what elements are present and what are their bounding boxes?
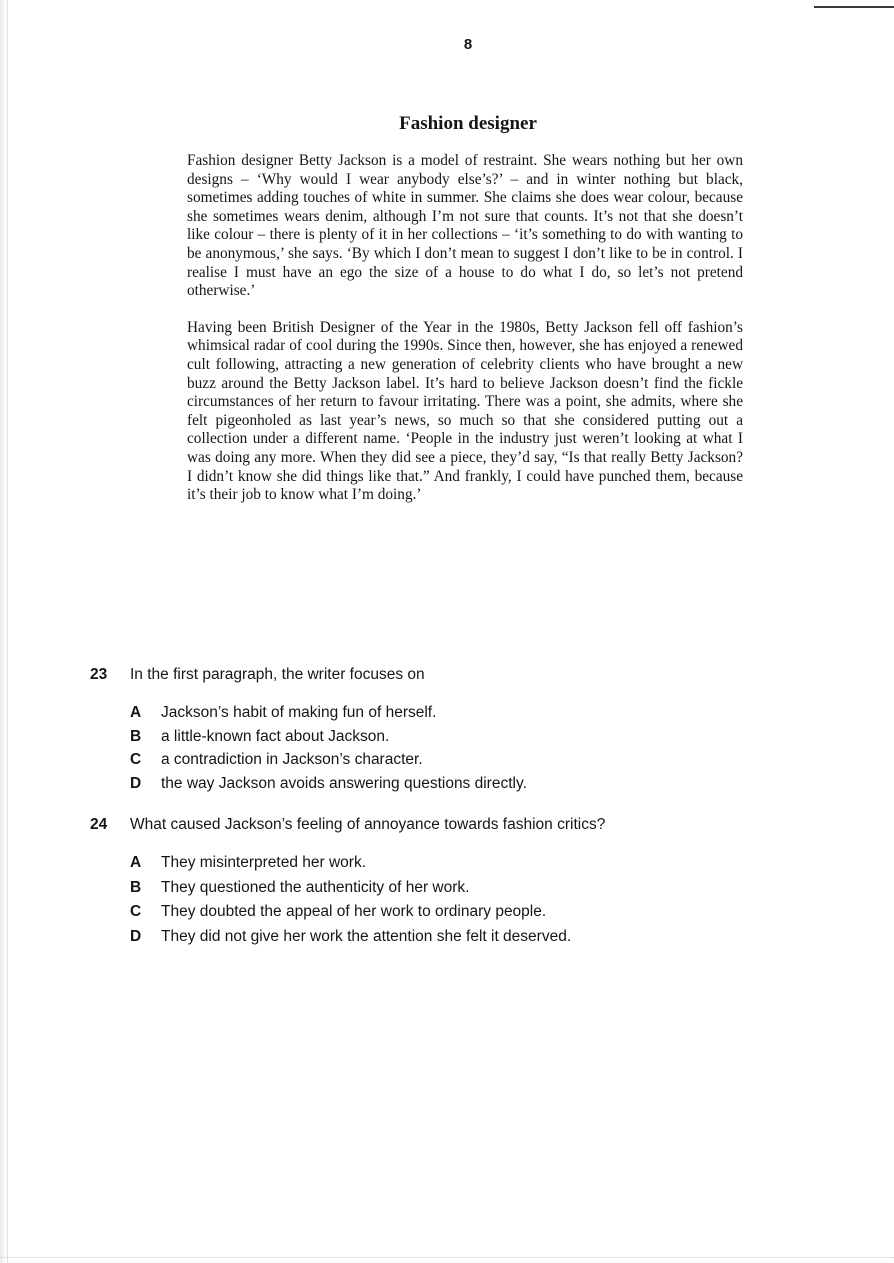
option-text: a contradiction in Jackson’s character. — [161, 751, 423, 769]
article-title: Fashion designer — [399, 113, 537, 134]
option-letter: C — [130, 903, 142, 920]
option-letter: C — [130, 751, 142, 769]
scan-edge-left — [0, 0, 8, 1263]
passage-paragraph-2: Having been British Designer of the Year in the 1980s, Betty Jackson fell off fashion’s whimsical radar of cool during the 1990s. Since then, however, she has enjoyed a renewed cult following, attracting a new generation of celebrity clients who have brought a new buzz around the Betty Jackson label. It’s hard to believe Jackson doesn’t find the fickle circumstances of her return to favour irritating. There was a point, she admits, where she felt pigeonholed as last year’s news, so much so that she considered putting out a collection under a different name. ‘People in the industry just weren’t looking at what I was doing any more. When they did see a piece, they’d say, “Is that really Betty Jackson? I didn’t know she did things like that.” And frankly, I could have punched them, because it’s their job to know what I’m doing.’ — [187, 318, 743, 504]
option-letter: B — [130, 727, 142, 745]
question-number: 23 — [90, 666, 108, 683]
option-letter: B — [130, 878, 142, 896]
question-number: 24 — [90, 816, 108, 833]
option-text: They questioned the authenticity of her work. — [161, 878, 470, 896]
passage-paragraph-1: Fashion designer Betty Jackson is a model of restraint. She wears nothing but her own designs – ‘Why would I wear anybody else’s?’ – and in winter nothing but black, sometimes adding touches of white in summer. She claims she does wear colour, because she sometimes wears denim, although I’m not sure that counts. It’s not that she doesn’t like colour – there is plenty of it in her collections – ‘it’s something to do with wanting to be anonymous,’ she says. ‘By which I don’t mean to suggest I don’t like to be in control. I realise I must have an ego the size of a house to do what I do, so let’s not pretend otherwise.’ — [187, 152, 743, 300]
option-text: They doubted the appeal of her work to ordinary people. — [161, 903, 547, 920]
page-number: 8 — [463, 36, 473, 53]
option-text: They misinterpreted her work. — [161, 854, 367, 871]
scan-edge-bottom — [0, 1257, 894, 1263]
scan-edge-top — [814, 0, 894, 8]
option-letter: A — [130, 854, 142, 871]
option-text: They did not give her work the attention she felt it deserved. — [161, 927, 572, 945]
option-text: a little-known fact about Jackson. — [161, 727, 390, 745]
option-letter: A — [130, 704, 142, 721]
reading-passage — [187, 152, 743, 523]
option-text: the way Jackson avoids answering questions directly. — [161, 775, 527, 793]
option-letter: D — [130, 775, 142, 793]
question-stem: In the first paragraph, the writer focuses on — [130, 666, 425, 683]
question-stem: What caused Jackson’s feeling of annoyance towards fashion critics? — [130, 816, 606, 833]
option-text: Jackson’s habit of making fun of herself. — [161, 704, 437, 721]
option-letter: D — [130, 927, 142, 945]
